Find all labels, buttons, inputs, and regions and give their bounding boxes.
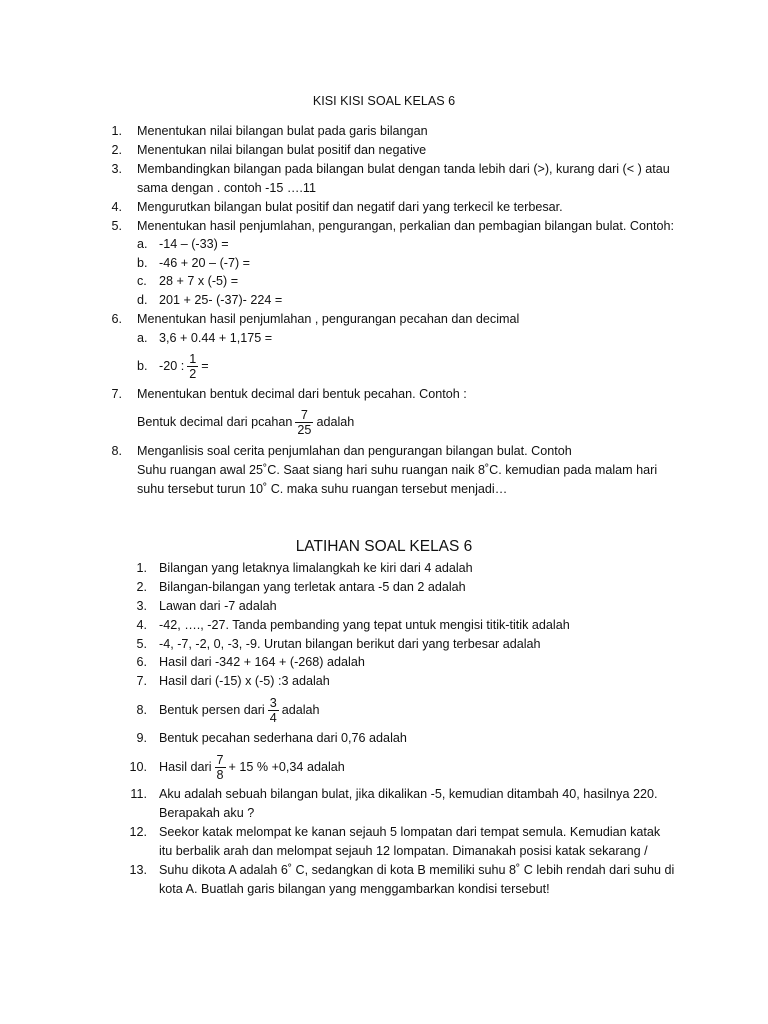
fraction-numerator: 7 [295, 408, 313, 423]
sub-item-letter: d. [137, 293, 148, 307]
kisi-item-number: 4. [111, 200, 122, 214]
kisi-item-continuation: Suhu ruangan awal 25˚C. Saat siang hari suhu ruangan naik 8˚C. kemudian pada malam hari [137, 463, 658, 477]
sub-item-letter: b. [137, 359, 148, 373]
fraction-denominator: 25 [297, 423, 312, 438]
sub-item-text: -14 – (-33) = [159, 237, 229, 251]
kisi-item-number: 7. [111, 387, 122, 401]
expression-prefix: -20 : [159, 359, 185, 373]
latihan-item-number: 4. [136, 618, 147, 632]
latihan-item-continuation: kota A. Buatlah garis bilangan yang menggambarkan kondisi tersebut! [159, 882, 550, 896]
fraction-numerator: 7 [216, 753, 224, 768]
latihan-item-text: Bilangan-bilangan yang terletak antara -5 dan 2 adalah [159, 580, 466, 594]
latihan-item-text: -4, -7, -2, 0, -3, -9. Urutan bilangan berikut dari yang terbesar adalah [159, 637, 541, 651]
latihan-item-number: 2. [136, 580, 147, 594]
sub-item-letter: a. [137, 331, 148, 345]
latihan-item-text: Aku adalah sebuah bilangan bulat, jika dikalikan -5, kemudian ditambah 40, hasilnya 220. [159, 787, 658, 801]
kisi-title: KISI KISI SOAL KELAS 6 [312, 94, 456, 108]
fraction [268, 696, 279, 725]
kisi-item-number: 3. [111, 162, 122, 176]
fraction-expression [159, 690, 320, 730]
latihan-item-number: 3. [136, 599, 147, 613]
latihan-item-number: 11. [130, 787, 147, 801]
kisi-item-text: Menganlisis soal cerita penjumlahan dan pengurangan bilangan bulat. Contoh [137, 444, 572, 458]
latihan-item-text: Bilangan yang letaknya limalangkah ke kiri dari 4 adalah [159, 561, 473, 575]
fraction-expression [159, 747, 345, 787]
fraction [215, 753, 226, 782]
expression-suffix: adalah [281, 703, 320, 717]
kisi-item-number: 2. [111, 143, 122, 157]
expression-prefix: Bentuk persen dari [159, 703, 265, 717]
latihan-item-text: Hasil dari -342 + 164 + (-268) adalah [159, 655, 365, 669]
expression-suffix: adalah [316, 415, 355, 429]
kisi-item-continuation: sama dengan . contoh -15 ….11 [137, 181, 316, 195]
latihan-item-text: Seekor katak melompat ke kanan sejauh 5 lompatan dari tempat semula. Kemudian katak [159, 825, 661, 839]
latihan-item-number: 5. [136, 637, 147, 651]
latihan-item-continuation: Berapakah aku ? [159, 806, 255, 820]
latihan-title: LATIHAN SOAL KELAS 6 [295, 538, 473, 555]
latihan-item-number: 1. [136, 561, 147, 575]
fraction-expression [159, 346, 209, 386]
sub-item-letter: a. [137, 237, 148, 251]
latihan-item-text: Suhu dikota A adalah 6˚ C, sedangkan di kota B memiliki suhu 8˚ C lebih rendah dari suhu di [159, 863, 675, 877]
sub-item-text: 28 + 7 x (-5) = [159, 274, 239, 288]
sub-item-text: 3,6 + 0.44 + 1,175 = [159, 331, 273, 345]
fraction-numerator: 1 [189, 352, 197, 367]
sub-item-text: -46 + 20 – (-7) = [159, 256, 251, 270]
latihan-item-text: Lawan dari -7 adalah [159, 599, 277, 613]
kisi-item-text: Menentukan bentuk decimal dari bentuk pecahan. Contoh : [137, 387, 467, 401]
fraction-expression [137, 402, 354, 442]
sub-item-letter: c. [137, 274, 147, 288]
fraction-denominator: 8 [216, 768, 224, 783]
sub-item-letter: b. [137, 256, 148, 270]
expression-suffix: = [201, 359, 209, 373]
expression-prefix: Hasil dari [159, 760, 212, 774]
latihan-item-number: 6. [136, 655, 147, 669]
expression-suffix: + 15 % +0,34 adalah [228, 760, 345, 774]
kisi-item-number: 1. [111, 124, 122, 138]
latihan-item-number: 13. [129, 863, 147, 877]
kisi-item-continuation: suhu tersebut turun 10˚ C. maka suhu ruangan tersebut menjadi… [137, 482, 508, 496]
kisi-item-text: Menentukan nilai bilangan bulat pada garis bilangan [137, 124, 428, 138]
latihan-item-number: 12. [129, 825, 147, 839]
kisi-item-text: Membandingkan bilangan pada bilangan bulat dengan tanda lebih dari (>), kurang dari (< ) atau [137, 162, 670, 176]
kisi-item-number: 5. [111, 219, 122, 233]
fraction [295, 408, 313, 437]
fraction-denominator: 4 [269, 711, 277, 726]
kisi-item-text: Menentukan hasil penjumlahan, pengurangan, perkalian dan pembagian bilangan bulat. Contoh: [137, 219, 675, 233]
latihan-item-text: Hasil dari (-15) x (-5) :3 adalah [159, 674, 330, 688]
kisi-item-number: 8. [111, 444, 122, 458]
fraction-numerator: 3 [269, 696, 277, 711]
kisi-item-number: 6. [111, 312, 122, 326]
latihan-item-text: Bentuk pecahan sederhana dari 0,76 adalah [159, 731, 407, 745]
sub-item-text: 201 + 25- (-37)- 224 = [159, 293, 283, 307]
latihan-item-text: -42, …., -27. Tanda pembanding yang tepat untuk mengisi titik-titik adalah [159, 618, 570, 632]
kisi-item-text: Menentukan hasil penjumlahan , pengurangan pecahan dan decimal [137, 312, 520, 326]
fraction-denominator: 2 [189, 367, 197, 382]
latihan-item-number: 9. [136, 731, 147, 745]
kisi-item-text: Menentukan nilai bilangan bulat positif dan negative [137, 143, 427, 157]
latihan-item-number: 10. [129, 760, 147, 774]
latihan-item-number: 7. [136, 674, 147, 688]
kisi-item-text: Mengurutkan bilangan bulat positif dan negatif dari yang terkecil ke terbesar. [137, 200, 563, 214]
fraction [187, 352, 198, 381]
expression-prefix: Bentuk decimal dari pcahan [137, 415, 293, 429]
latihan-item-number: 8. [136, 703, 147, 717]
latihan-item-continuation: itu berbalik arah dan melompat sejauh 12 lompatan. Dimanakah posisi katak sekarang / [159, 844, 648, 858]
